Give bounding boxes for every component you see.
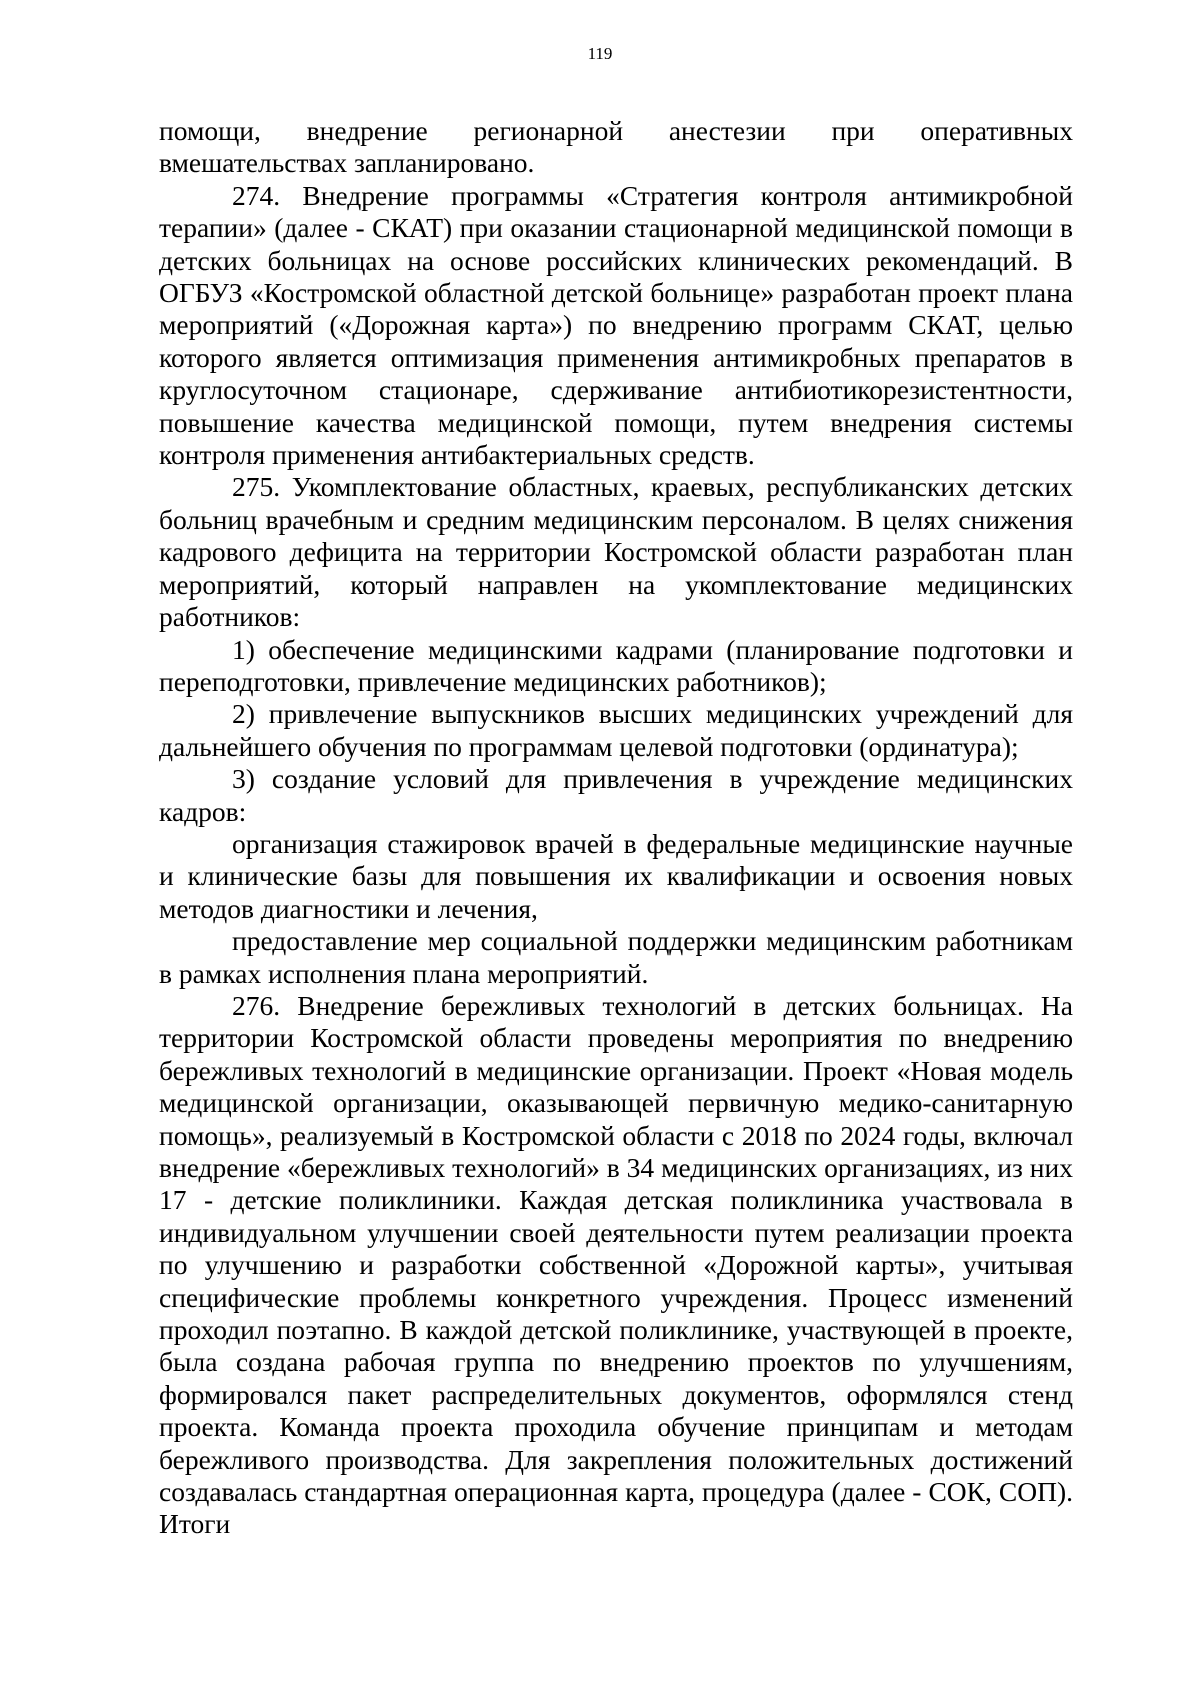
sub-item-internships: организация стажировок врачей в федеральные медицинские научные и клинические базы для повышения их квалификации и освоения новых методов диагностики и лечения, [159, 827, 1073, 924]
list-item-3: 3) создание условий для привлечения в учреждение медицинских кадров: [159, 763, 1073, 827]
list-item-1: 1) обеспечение медицинскими кадрами (планирование подготовки и переподготовки, привлечение медицинских работников); [159, 633, 1073, 697]
paragraph-item-275: 275. Укомплектование областных, краевых, республиканских детских больниц врачебным и средним медицинским персоналом. В целях снижения кадрового дефицита на территории Костромской области разработан план мероприятий, который направлен на укомплектование медицинских работников: [159, 471, 1073, 633]
sub-item-social-support: предоставление мер социальной поддержки медицинским работникам в рамках исполнения плана мероприятий. [159, 925, 1073, 989]
page-number: 119 [587, 44, 613, 63]
list-item-2: 2) привлечение выпускников высших медицинских учреждений для дальнейшего обучения по программам целевой подготовки (ординатура); [159, 698, 1073, 762]
paragraph-item-276: 276. Внедрение бережливых технологий в детских больницах. На территории Костромской области проведены мероприятия по внедрению бережливых технологий в медицинские организации. Проект «Новая модель медицинской организации, оказывающей первичную медико-санитарную помощь», реализуемый в Костромской области с 2018 по 2024 годы, включал внедрение «бережливых технологий» в 34 медицинских организациях, из них 17 - детские поликлиники. Каждая детская поликлиника участвовала в индивидуальном улучшении своей деятельности путем реализации проекта по улучшению и разработки собственной «Дорожной карты», учитывая специфические проблемы конкретного учреждения. Процесс изменений проходил поэтапно. В каждой детской поликлинике, участвующей в проекте, была создана рабочая группа по внедрению проектов по улучшениям, формировался пакет распределительных документов, оформлялся стенд проекта. Команда проекта проходила обучение принципам и методам бережливого производства. Для закрепления положительных достижений создавалась стандартная операционная карта, процедура (далее - СОК, СОП). Итоги [159, 989, 1073, 1540]
paragraph-item-274: 274. Внедрение программы «Стратегия контроля антимикробной терапии» (далее - СКАТ) при оказании стационарной медицинской помощи в детских больницах на основе российских клинических рекомендаций. В ОГБУЗ «Костромской областной детской больнице» разработан проект плана мероприятий («Дорожная карта») по внедрению программ СКАТ, целью которого является оптимизация применения антимикробных препаратов в круглосуточном стационаре, сдерживание антибиотикорезистентности, повышение качества медицинской помощи, путем внедрения системы контроля применения антибактериальных средств. [159, 179, 1073, 471]
document-body [159, 115, 1073, 1541]
paragraph-continuation: помощи, внедрение регионарной анестезии при оперативных вмешательствах запланировано. [159, 115, 1073, 179]
